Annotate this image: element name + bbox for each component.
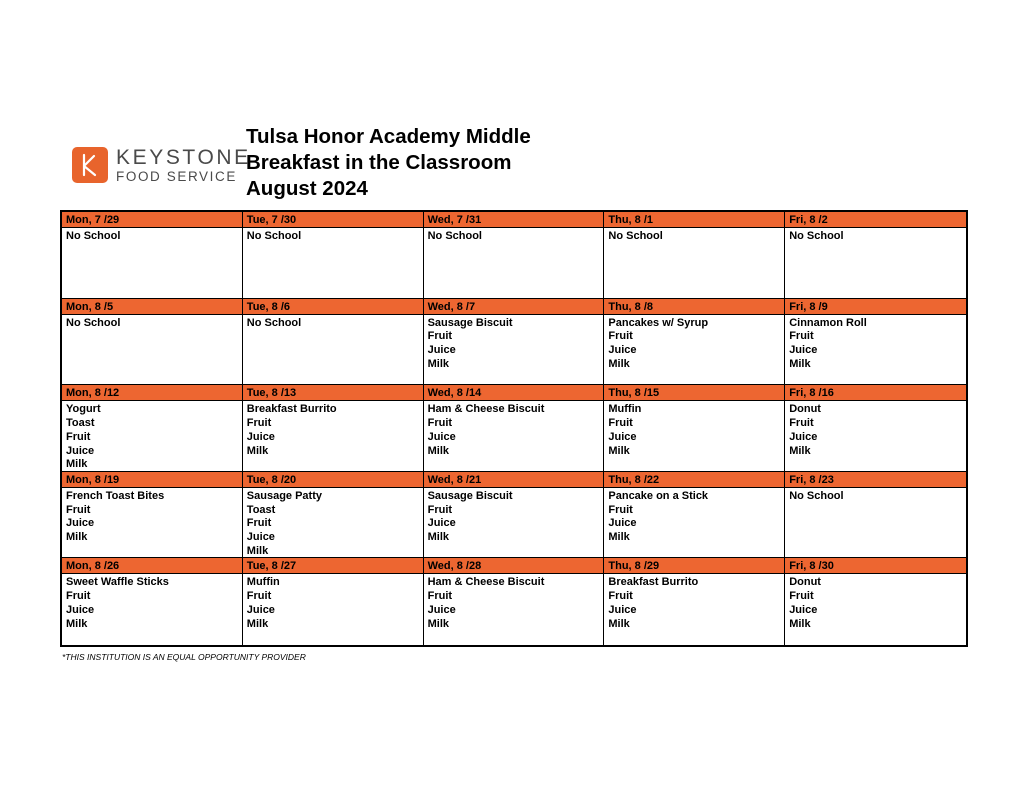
menu-item: Milk [789, 357, 811, 370]
menu-item: Milk [246, 617, 269, 630]
school-name: Tulsa Honor Academy Middle [246, 125, 531, 148]
menu-item: Juice [427, 603, 456, 616]
menu-items [243, 574, 423, 631]
menu-item: Pancake on a Stick [608, 489, 709, 502]
menu-item: Juice [66, 444, 95, 457]
menu-item: Fruit [789, 330, 814, 343]
menu-item: Juice [427, 344, 456, 357]
menu-item: Fruit [66, 503, 91, 516]
menu-item: Sausage Patty [246, 489, 322, 502]
menu-item: Juice [608, 430, 637, 443]
day-cell [424, 385, 605, 472]
menu-items [424, 228, 604, 244]
menu-item: Juice [608, 344, 637, 357]
menu-items [62, 574, 242, 631]
day-header: Wed, 8 /28 [424, 558, 604, 574]
day-header: Mon, 7 /29 [62, 212, 242, 228]
menu-item: No School [608, 230, 663, 242]
menu-title-block [246, 124, 531, 202]
menu-item: No School [246, 230, 302, 242]
menu-item: Juice [246, 430, 275, 443]
menu-item: Cinnamon Roll [789, 316, 867, 329]
menu-items [785, 401, 966, 458]
keystone-logo [72, 145, 251, 185]
menu-item: Juice [246, 531, 275, 544]
menu-item: No School [66, 230, 121, 242]
day-header: Thu, 8 /1 [604, 212, 784, 228]
day-header: Thu, 8 /29 [604, 558, 784, 574]
menu-items [604, 228, 784, 244]
menu-item: Milk [427, 531, 449, 544]
menu-item: Ham & Cheese Biscuit [427, 403, 545, 416]
day-cell [604, 385, 785, 472]
menu-item: Milk [608, 357, 630, 370]
day-header: Thu, 8 /15 [604, 385, 784, 401]
menu-item: Milk [789, 617, 811, 630]
menu-items [243, 488, 423, 559]
menu-item: Juice [789, 430, 818, 443]
day-cell [62, 385, 243, 472]
menu-item: Milk [246, 444, 269, 457]
day-header: Mon, 8 /12 [62, 385, 242, 401]
day-cell [62, 299, 243, 386]
day-header: Tue, 8 /20 [243, 472, 423, 488]
menu-items [424, 315, 604, 372]
menu-calendar-grid [60, 210, 968, 647]
menu-item: Fruit [427, 416, 453, 429]
day-header: Thu, 8 /22 [604, 472, 784, 488]
day-cell [785, 558, 966, 645]
menu-items [785, 488, 966, 504]
menu-month: August 2024 [246, 177, 368, 200]
menu-item: Pancakes w/ Syrup [608, 316, 709, 329]
day-cell [62, 472, 243, 559]
day-cell [785, 385, 966, 472]
menu-items [604, 574, 784, 631]
menu-item: Donut [789, 576, 821, 589]
menu-items [424, 401, 604, 458]
menu-items [62, 228, 242, 244]
menu-item: Fruit [608, 590, 633, 603]
menu-item: Milk [66, 531, 88, 544]
menu-item: Yogurt [66, 403, 101, 416]
day-header: Mon, 8 /19 [62, 472, 242, 488]
menu-item: Juice [66, 603, 95, 616]
menu-item: Fruit [427, 330, 453, 343]
menu-items [604, 315, 784, 372]
menu-item: Fruit [608, 503, 633, 516]
menu-item: Juice [608, 517, 637, 530]
menu-item: Juice [66, 517, 95, 530]
day-header: Wed, 8 /14 [424, 385, 604, 401]
menu-items [785, 315, 966, 372]
menu-item: Milk [427, 444, 449, 457]
menu-item: Juice [246, 603, 275, 616]
menu-item: Fruit [66, 430, 91, 443]
menu-item: Sausage Biscuit [427, 489, 513, 502]
menu-item: Juice [427, 517, 456, 530]
menu-item: Milk [608, 531, 630, 544]
menu-item: Donut [789, 403, 821, 416]
day-cell [785, 472, 966, 559]
menu-items [62, 315, 242, 331]
day-header: Tue, 8 /6 [243, 299, 423, 315]
day-header: Mon, 8 /26 [62, 558, 242, 574]
menu-item: Milk [608, 444, 630, 457]
menu-item: Muffin [608, 403, 642, 416]
day-cell [604, 472, 785, 559]
menu-item: Toast [66, 416, 95, 429]
day-header: Fri, 8 /9 [785, 299, 966, 315]
day-header: Fri, 8 /2 [785, 212, 966, 228]
menu-item: Ham & Cheese Biscuit [427, 576, 545, 589]
menu-item: Milk [66, 458, 88, 471]
menu-item: Juice [608, 603, 637, 616]
menu-item: No School [427, 230, 482, 242]
menu-item: Milk [246, 544, 269, 557]
footer-disclaimer: *THIS INSTITUTION IS AN EQUAL OPPORTUNITY PROVIDER [62, 652, 306, 662]
day-header: Wed, 8 /7 [424, 299, 604, 315]
menu-items [424, 574, 604, 631]
menu-item: Milk [427, 617, 449, 630]
menu-items [604, 401, 784, 458]
day-cell [785, 299, 966, 386]
menu-item: Breakfast Burrito [246, 403, 337, 416]
menu-item: Milk [789, 444, 811, 457]
day-cell [604, 212, 785, 299]
menu-item: No School [789, 489, 844, 502]
menu-items [62, 401, 242, 472]
day-cell [62, 558, 243, 645]
day-cell [785, 212, 966, 299]
day-header: Mon, 8 /5 [62, 299, 242, 315]
day-header: Fri, 8 /16 [785, 385, 966, 401]
day-cell [243, 385, 424, 472]
logo-brand-text: KEYSTONE [116, 145, 251, 169]
day-cell [424, 212, 605, 299]
menu-item: Juice [789, 344, 818, 357]
day-cell [243, 212, 424, 299]
menu-items [604, 488, 784, 545]
menu-items [62, 488, 242, 545]
day-cell [424, 299, 605, 386]
day-header: Tue, 7 /30 [243, 212, 423, 228]
menu-item: Fruit [246, 416, 272, 429]
menu-item: Sweet Waffle Sticks [66, 576, 169, 589]
day-cell [424, 558, 605, 645]
day-header: Wed, 7 /31 [424, 212, 604, 228]
menu-item: Fruit [789, 590, 814, 603]
menu-item: Muffin [246, 576, 280, 589]
menu-item: Juice [789, 603, 818, 616]
day-header: Fri, 8 /30 [785, 558, 966, 574]
menu-name: Breakfast in the Classroom [246, 151, 512, 174]
menu-item: Juice [427, 430, 456, 443]
day-cell [604, 558, 785, 645]
day-header: Wed, 8 /21 [424, 472, 604, 488]
day-cell [243, 299, 424, 386]
menu-item: Milk [66, 617, 88, 630]
day-header: Thu, 8 /8 [604, 299, 784, 315]
menu-item: Fruit [427, 503, 453, 516]
keystone-k-icon [72, 147, 108, 183]
logo-subtitle-text: FOOD SERVICE [116, 168, 237, 184]
menu-items [243, 228, 423, 244]
day-cell [243, 472, 424, 559]
menu-item: Fruit [66, 590, 91, 603]
menu-item: No School [789, 230, 844, 242]
menu-items [243, 401, 423, 458]
menu-items [424, 488, 604, 545]
day-cell [424, 472, 605, 559]
day-header: Fri, 8 /23 [785, 472, 966, 488]
menu-item: Fruit [427, 590, 453, 603]
menu-items [785, 228, 966, 244]
menu-item: Milk [608, 617, 630, 630]
menu-item: Sausage Biscuit [427, 316, 513, 329]
day-cell [243, 558, 424, 645]
menu-item: Fruit [246, 590, 272, 603]
menu-items [785, 574, 966, 631]
day-header: Tue, 8 /13 [243, 385, 423, 401]
menu-item: Toast [246, 503, 276, 516]
menu-items [243, 315, 423, 331]
day-cell [604, 299, 785, 386]
day-cell [62, 212, 243, 299]
menu-item: Fruit [246, 517, 272, 530]
menu-item: No School [246, 316, 302, 329]
menu-item: French Toast Bites [66, 489, 165, 502]
menu-item: Milk [427, 357, 449, 370]
menu-item: Fruit [608, 416, 633, 429]
menu-item: Fruit [608, 330, 633, 343]
menu-item: Fruit [789, 416, 814, 429]
menu-item: No School [66, 316, 121, 329]
day-header: Tue, 8 /27 [243, 558, 423, 574]
menu-item: Breakfast Burrito [608, 576, 699, 589]
